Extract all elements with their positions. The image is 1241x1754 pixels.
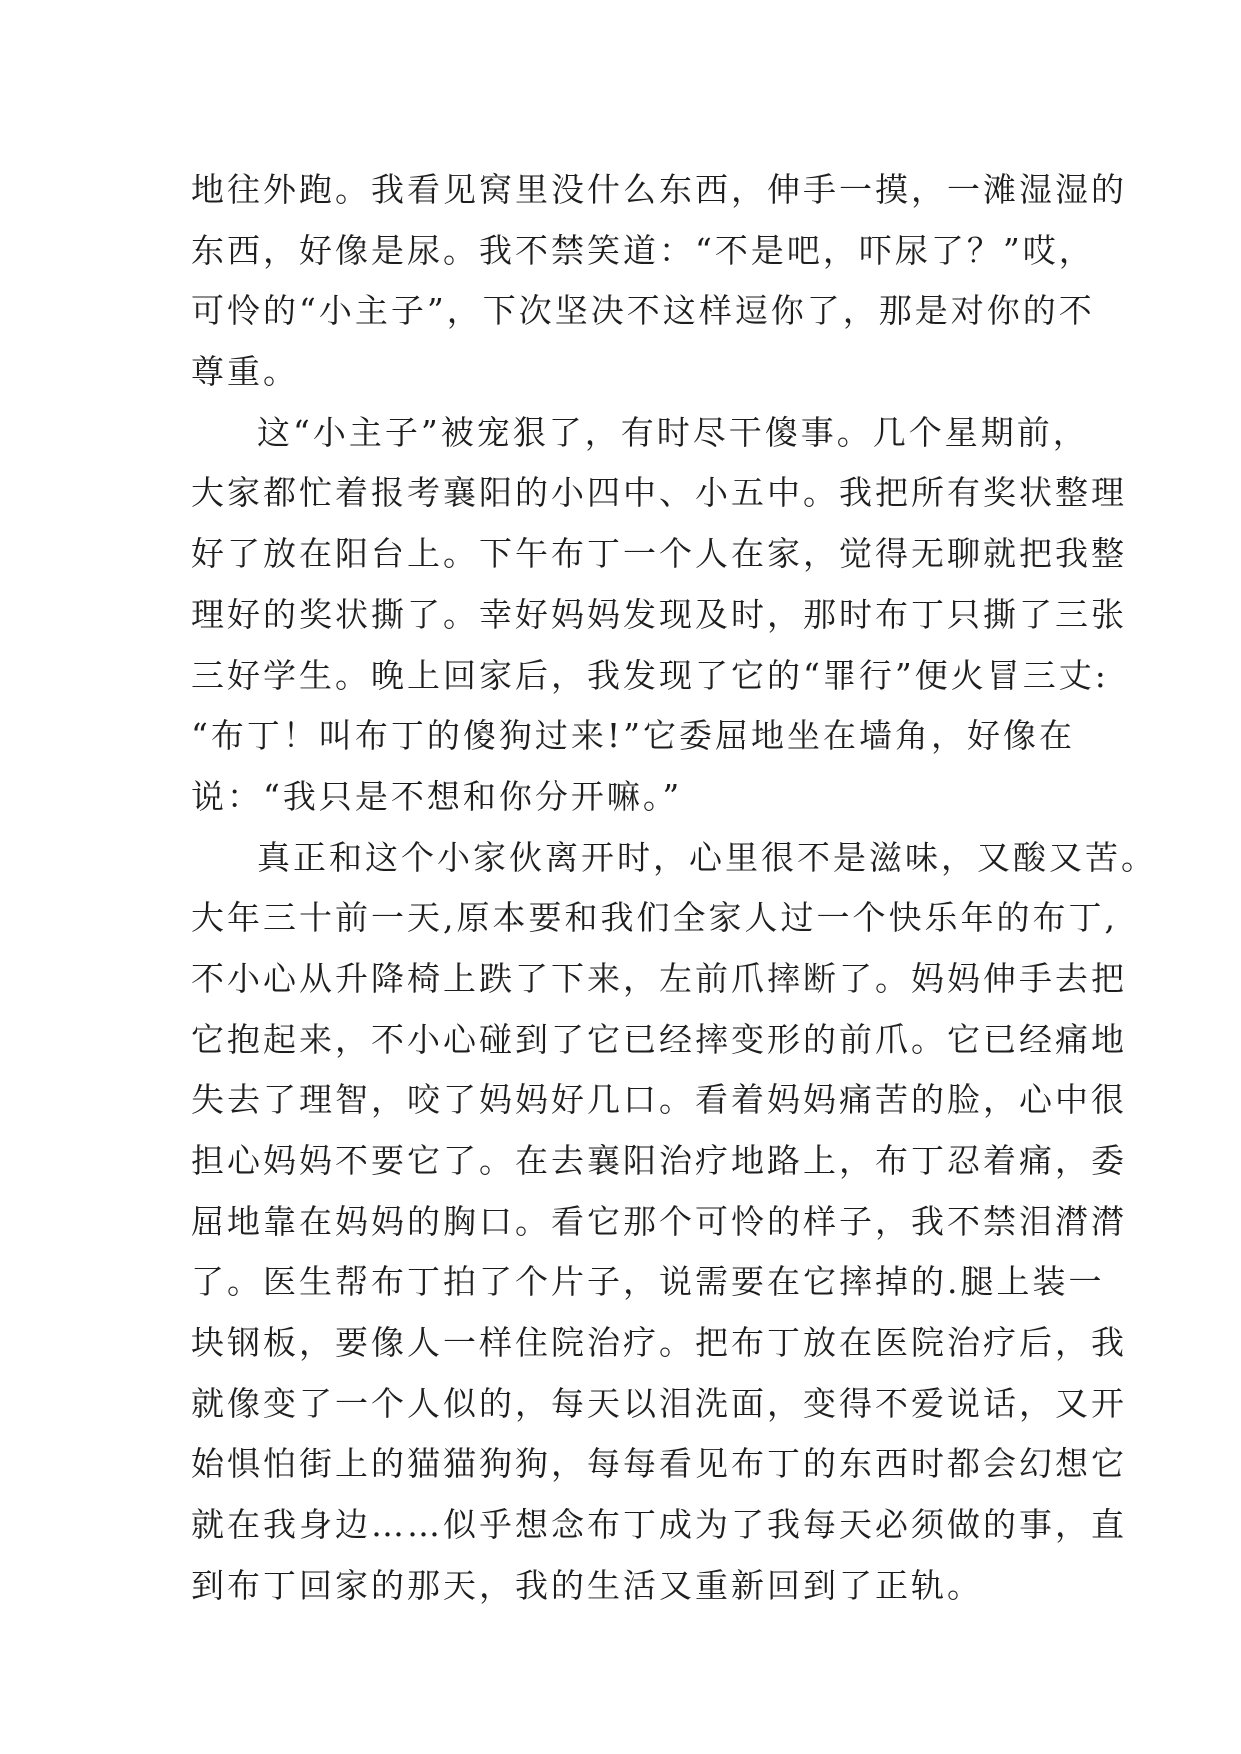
text-line: 三好学生。晚上回家后，我发现了它的“罪行”便火冒三丈: (191, 655, 1109, 695)
text-line: 到布丁回家的那天，我的生活又重新回到了正轨。 (191, 1565, 983, 1605)
text-line: 屈地靠在妈妈的胸口。看它那个可怜的样子，我不禁泪潸潸 (191, 1201, 1127, 1241)
text-line: 好了放在阳台上。下午布丁一个人在家，觉得无聊就把我整 (191, 534, 1127, 574)
text-line: 尊重。 (191, 352, 299, 392)
text-line: 可怜的“小主子”，下次坚决不这样逗你了，那是对你的不 (191, 291, 1095, 331)
text-line: 大家都忙着报考襄阳的小四中、小五中。我把所有奖状整理 (191, 473, 1127, 513)
text-line: 始惧怕街上的猫猫狗狗，每每看见布丁的东西时都会幻想它 (191, 1444, 1127, 1484)
text-line: 大年三十前一天,原本要和我们全家人过一个快乐年的布丁, (191, 898, 1118, 938)
text-line: 就在我身边……似乎想念布丁成为了我每天必须做的事，直 (191, 1505, 1127, 1545)
paragraph-first-line: 真正和这个小家伙离开时，心里很不是滋味，又酸又苦。 (257, 837, 1157, 877)
text-line: 了。医生帮布丁拍了个片子，说需要在它摔掉的.腿上装一 (191, 1262, 1105, 1302)
paragraph-first-line: 这“小主子”被宠狠了，有时尽干傻事。几个星期前， (257, 412, 1089, 452)
text-line: 地往外跑。我看见窝里没什么东西，伸手一摸，一滩湿湿的 (191, 170, 1127, 209)
text-line: 失去了理智，咬了妈妈好几口。看着妈妈痛苦的脸，心中很 (191, 1080, 1127, 1120)
text-line: 它抱起来，不小心碰到了它已经摔变形的前爪。它已经痛地 (191, 1019, 1127, 1059)
text-line: 不小心从升降椅上跌了下来，左前爪摔断了。妈妈伸手去把 (191, 958, 1127, 998)
text-line: 块钢板，要像人一样住院治疗。把布丁放在医院治疗后，我 (191, 1323, 1127, 1363)
text-line: “布丁！叫布丁的傻狗过来!”它委屈地坐在墙角，好像在 (191, 716, 1076, 756)
text-line: 担心妈妈不要它了。在去襄阳治疗地路上，布丁忍着痛，委 (191, 1141, 1127, 1180)
text-line: 东西，好像是尿。我不禁笑道：“不是吧，吓尿了？”哎， (191, 230, 1095, 270)
text-line: 理好的奖状撕了。幸好妈妈发现及时，那时布丁只撕了三张 (191, 594, 1127, 634)
text-line: 就像变了一个人似的，每天以泪洗面，变得不爱说话，又开 (191, 1383, 1127, 1423)
text-line: 说：“我只是不想和你分开嘛。” (191, 776, 683, 816)
body-text (191, 160, 1157, 1617)
